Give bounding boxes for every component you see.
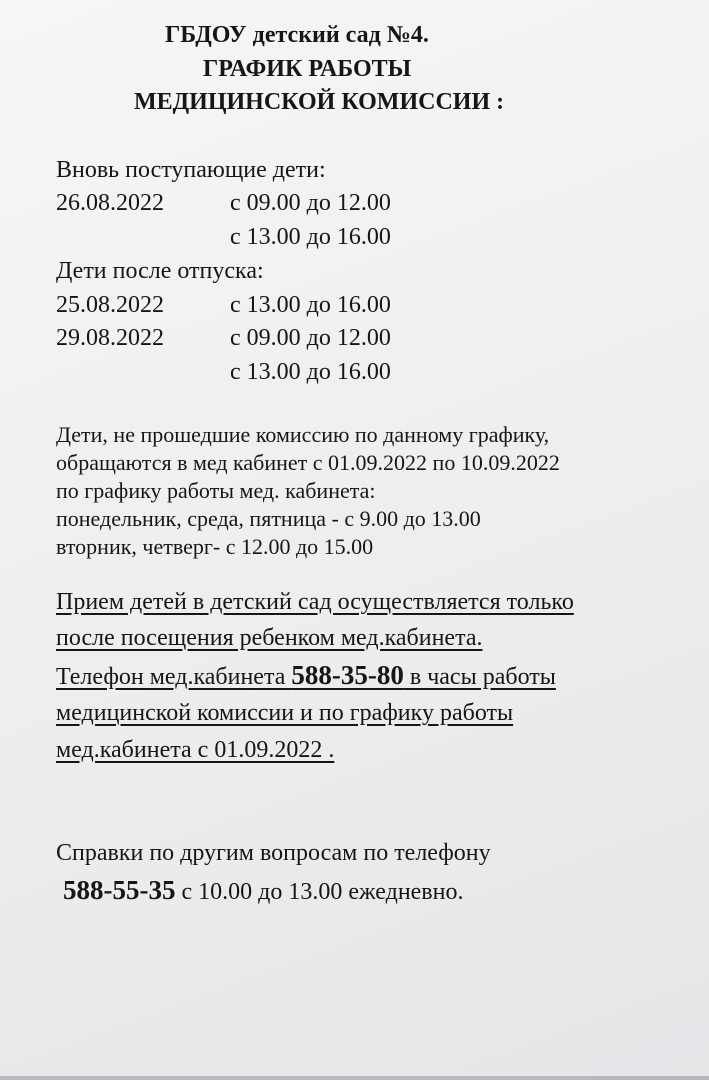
missed-note-line-3: по графику работы мед. кабинета: [56, 478, 376, 503]
title-line-1: ГРАФИК РАБОТЫ [203, 56, 412, 82]
admission-line-4: медицинской комиссии и по графику работы [56, 700, 514, 726]
after-vacation-heading: Дети после отпуска: [56, 258, 264, 284]
admission-line-1: Прием детей в детский сад осуществляется только [56, 589, 574, 615]
after-vacation-date-2: 29.08.2022 [56, 325, 164, 351]
admission-line-2: после посещения ребенком мед.кабинета. [56, 625, 483, 651]
missed-note-line-4: понедельник, среда, пятница - с 9.00 до 13.00 [56, 506, 481, 531]
admission-phone-suffix: в часы работы [403, 664, 556, 690]
inquiries-hours: с 10.00 до 13.00 ежедневно. [175, 879, 464, 905]
new-children-heading: Вновь поступающие дети: [56, 157, 326, 183]
inquiries-line-2 [63, 875, 463, 907]
org-name [165, 20, 429, 50]
after-vacation-time-2: с 09.00 до 12.00 [230, 325, 391, 351]
inquiries-line-1: Справки по другим вопросам по телефону [56, 840, 491, 866]
missed-note-line-2: обращаются в мед кабинет с 01.09.2022 по 10.09.2022 [56, 450, 560, 475]
missed-note-line-1: Дети, не прошедшие комиссию по данному графику, [56, 422, 550, 447]
admission-phone-prefix: Телефон мед.кабинета [56, 664, 292, 690]
new-children-date-1: 26.08.2022 [56, 190, 164, 216]
inquiries-phone: 588-55-35 [63, 875, 176, 905]
after-vacation-time-3: с 13.00 до 16.00 [230, 359, 391, 385]
med-office-phone: 588-35-80 [291, 660, 404, 690]
org-rest: детский сад №4. [246, 22, 429, 48]
new-children-time-2: с 13.00 до 16.00 [230, 224, 391, 250]
admission-line-5: мед.кабинета с 01.09.2022 . [56, 737, 335, 763]
after-vacation-time-1: с 13.00 до 16.00 [230, 292, 391, 318]
new-children-time-1: с 09.00 до 12.00 [230, 190, 391, 216]
title-line-2: МЕДИЦИНСКОЙ КОМИССИИ : [134, 89, 505, 115]
admission-line-3 [56, 660, 556, 692]
missed-note-line-5: вторник, четверг- с 12.00 до 15.00 [56, 534, 374, 559]
org-prefix: ГБДОУ [165, 22, 247, 48]
after-vacation-date-1: 25.08.2022 [56, 292, 164, 318]
